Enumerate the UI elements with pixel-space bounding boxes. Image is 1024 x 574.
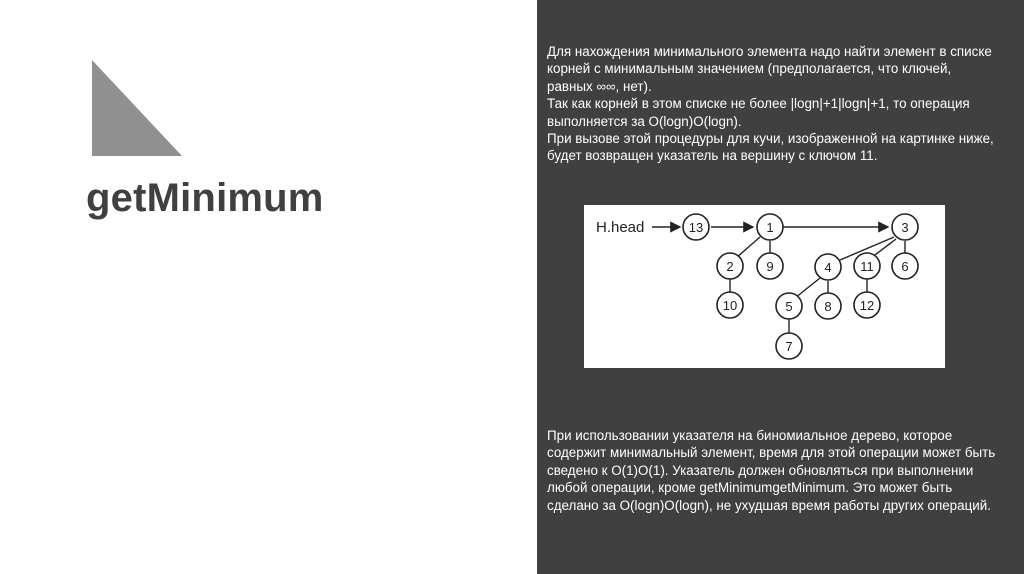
node-10 [717,292,743,318]
paragraph-pointer-note: При использовании указателя на биномиальное дерево, которое содержит минимальный элемент, время для этой операции может быть сведено к O(1)O(1). Указатель должен обновляться при выполнении любой операции, кроме getMinimumgetMinimum. Это может быть сделано за O(logn)O(logn), не ухудшая время работы других операций. [547,428,996,513]
slide-title: getMinimum [86,176,324,220]
node-12 [854,292,880,318]
svg-text:9: 9 [766,259,774,274]
node-4 [815,254,841,280]
svg-text:1: 1 [766,220,774,235]
svg-text:3: 3 [901,220,909,235]
node-2 [717,253,743,279]
heap-svg [584,205,945,368]
binomial-heap-diagram [584,205,945,368]
node-13 [683,214,709,240]
node-1 [757,214,783,240]
node-8 [815,293,841,319]
svg-text:5: 5 [785,299,793,314]
svg-text:4: 4 [824,260,832,275]
svg-text:2: 2 [726,259,734,274]
svg-text:10: 10 [722,298,738,313]
svg-text:12: 12 [859,298,875,313]
paragraph-description: Для нахождения минимального элемента надо найти элемент в списке корней с минимальным значением (предполагается, что ключей, равных ∞∞, нет). Так как корней в этом списке не более |logn|+1|logn|+1, то операция выполняется за O(logn)O(logn). При вызове этой процедуры для кучи, изображенной на картинке ниже, будет возвращен указатель на вершину с ключом 11. [547,44,994,164]
node-3 [892,214,918,240]
svg-text:11: 11 [860,259,874,274]
head-label: H.head [596,219,645,236]
node-7 [776,333,802,359]
node-11 [854,253,880,279]
edge-1-2 [736,237,760,258]
triangle-decoration [92,60,182,156]
node-9 [757,253,783,279]
node-5 [776,293,802,319]
node-6 [892,253,918,279]
svg-text:13: 13 [688,220,704,235]
content-panel [537,0,1024,574]
svg-text:6: 6 [901,259,909,274]
edge-4-5 [795,278,820,298]
svg-text:8: 8 [824,299,832,314]
svg-text:7: 7 [785,339,793,354]
